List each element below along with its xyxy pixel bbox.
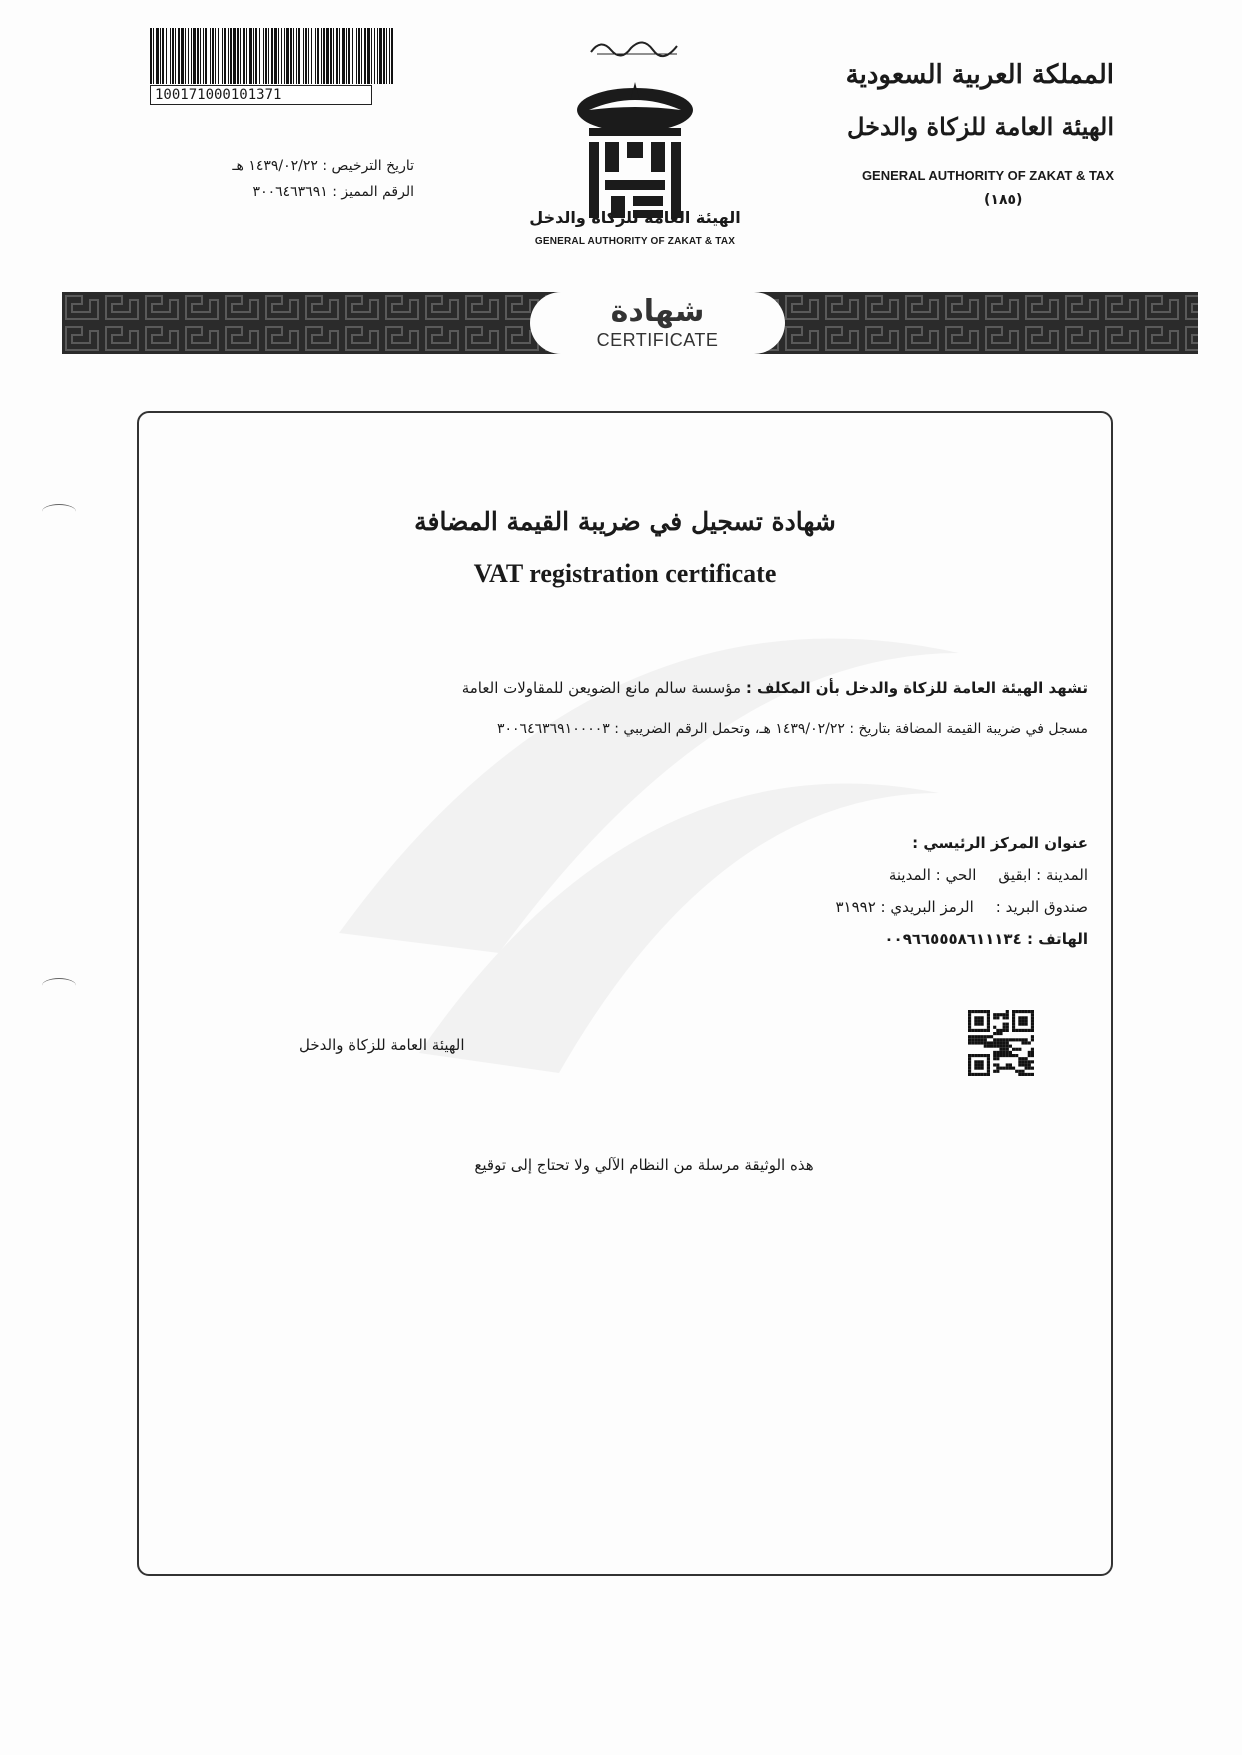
qr-module [1025, 1023, 1028, 1026]
qr-module [974, 1035, 977, 1038]
qr-module [1006, 1051, 1009, 1054]
qr-module [993, 1013, 996, 1016]
qr-module [1031, 1026, 1034, 1029]
qr-module [1003, 1038, 1006, 1041]
address-city-line [889, 866, 1088, 884]
qr-module [1028, 1054, 1031, 1057]
qr-module [968, 1063, 971, 1066]
qr-module [1006, 1010, 1009, 1013]
palm-emblem-icon [575, 76, 695, 224]
qr-module [1025, 1067, 1028, 1070]
qr-module [1021, 1057, 1024, 1060]
qr-module [984, 1035, 987, 1038]
qr-module [996, 1063, 999, 1066]
qr-module [1006, 1038, 1009, 1041]
qr-module [984, 1041, 987, 1044]
qr-module [981, 1060, 984, 1063]
qr-module [1003, 1013, 1006, 1016]
qr-module [971, 1041, 974, 1044]
qr-module [999, 1041, 1002, 1044]
qr-module [999, 1013, 1002, 1016]
qr-module [981, 1073, 984, 1076]
qr-module [984, 1029, 987, 1032]
banner-label [530, 292, 785, 354]
qr-module [999, 1054, 1002, 1057]
qr-module [968, 1073, 971, 1076]
qr-module [1003, 1048, 1006, 1051]
qr-module [987, 1070, 990, 1073]
qr-module [1018, 1010, 1021, 1013]
qr-module [990, 1035, 993, 1038]
qr-module [974, 1041, 977, 1044]
qr-module [987, 1045, 990, 1048]
qr-module [1006, 1048, 1009, 1051]
qr-module [999, 1032, 1002, 1035]
qr-module [1018, 1023, 1021, 1026]
qr-module [987, 1023, 990, 1026]
qr-module [1003, 1041, 1006, 1044]
qr-module [1009, 1067, 1012, 1070]
qr-module [1006, 1045, 1009, 1048]
qr-module [1025, 1073, 1028, 1076]
qr-module [974, 1023, 977, 1026]
qr-module [1018, 1073, 1021, 1076]
qr-module [981, 1035, 984, 1038]
qr-module [1003, 1045, 1006, 1048]
qr-module [996, 1032, 999, 1035]
qr-module [1021, 1023, 1024, 1026]
qr-module [981, 1019, 984, 1022]
qr-module [996, 1041, 999, 1044]
qr-code [968, 1010, 1034, 1076]
qr-module [1006, 1067, 1009, 1070]
qr-module [993, 1016, 996, 1019]
qr-module [974, 1019, 977, 1022]
qr-module [1031, 1051, 1034, 1054]
qr-module [1031, 1019, 1034, 1022]
qr-module [996, 1057, 999, 1060]
certificate-banner [62, 292, 1198, 354]
qr-module [977, 1038, 980, 1041]
qr-module [1015, 1029, 1018, 1032]
qr-module [1009, 1063, 1012, 1066]
qr-module [1031, 1010, 1034, 1013]
registration-line: مسجل في ضريبة القيمة المضافة بتاريخ : ١٤٣٩/٠٢/٢٢ هـ، وتحمل الرقم الضريبي : ٣٠٠٦٤٦٣٦٩١٠٠٠٠٣ [497, 721, 1088, 737]
qr-module [971, 1029, 974, 1032]
title-english: VAT registration certificate [473, 559, 777, 588]
qr-module [1003, 1016, 1006, 1019]
qr-module [974, 1067, 977, 1070]
qr-module [999, 1067, 1002, 1070]
qr-module [1025, 1019, 1028, 1022]
qr-module [993, 1063, 996, 1066]
authority-name-english: GENERAL AUTHORITY OF ZAKAT & TAX [861, 168, 1114, 183]
address-heading: عنوان المركز الرئيسي : [912, 834, 1088, 852]
qr-module [1018, 1016, 1021, 1019]
banner-label-arabic: شهادة [610, 294, 705, 329]
qr-module [981, 1067, 984, 1070]
qr-module [968, 1054, 971, 1057]
qr-module [968, 1067, 971, 1070]
qr-module [1021, 1063, 1024, 1066]
qr-module [1012, 1048, 1015, 1051]
qr-module [981, 1016, 984, 1019]
qr-module [1021, 1019, 1024, 1022]
qr-module [981, 1023, 984, 1026]
qr-module [968, 1023, 971, 1026]
qr-module [1012, 1038, 1015, 1041]
qr-module [1018, 1063, 1021, 1066]
qr-module [984, 1073, 987, 1076]
qr-module [981, 1038, 984, 1041]
qr-module [1006, 1054, 1009, 1057]
qr-module [1012, 1016, 1015, 1019]
qr-module [968, 1010, 971, 1013]
qr-module [1018, 1060, 1021, 1063]
authority-name-arabic: الهيئة العامة للزكاة والدخل [846, 112, 1114, 141]
qr-module [996, 1016, 999, 1019]
qr-module [981, 1010, 984, 1013]
qr-module [1025, 1016, 1028, 1019]
form-code: (١٨٥) [984, 192, 1023, 208]
qr-module [1028, 1041, 1031, 1044]
title-arabic: شهادة تسجيل في ضريبة القيمة المضافة [414, 507, 836, 536]
qr-module [993, 1026, 996, 1029]
qr-module [1006, 1029, 1009, 1032]
qr-module [987, 1010, 990, 1013]
qr-module [1025, 1038, 1028, 1041]
qr-module [999, 1045, 1002, 1048]
qr-module [1003, 1054, 1006, 1057]
qr-module [993, 1045, 996, 1048]
qr-module [968, 1029, 971, 1032]
qr-module [1003, 1029, 1006, 1032]
qr-module [1012, 1067, 1015, 1070]
qr-module [1031, 1035, 1034, 1038]
qr-module [1012, 1054, 1015, 1057]
qr-module [1015, 1038, 1018, 1041]
qr-module [987, 1041, 990, 1044]
qr-module [1025, 1060, 1028, 1063]
qr-module [977, 1016, 980, 1019]
qr-module [1006, 1013, 1009, 1016]
barcode-number: 100171000101371 [150, 85, 372, 105]
qr-module [974, 1060, 977, 1063]
qr-module [1006, 1016, 1009, 1019]
qr-module [1012, 1023, 1015, 1026]
qr-module [999, 1038, 1002, 1041]
qr-module [974, 1054, 977, 1057]
city: المدينة : ابقيق [998, 866, 1088, 884]
qr-module [987, 1060, 990, 1063]
qr-module [1028, 1051, 1031, 1054]
qr-module [993, 1038, 996, 1041]
qr-module [1031, 1013, 1034, 1016]
qr-module [1012, 1019, 1015, 1022]
qr-module [1018, 1048, 1021, 1051]
qr-module [987, 1067, 990, 1070]
postal-code: الرمز البريدي : ٣١٩٩٢ [835, 898, 974, 916]
qr-module [1009, 1038, 1012, 1041]
kingdom-name-arabic: المملكة العربية السعودية [845, 60, 1114, 90]
qr-module [968, 1070, 971, 1073]
qr-module [1018, 1019, 1021, 1022]
qr-module [974, 1063, 977, 1066]
qr-module [993, 1054, 996, 1057]
qr-module [981, 1054, 984, 1057]
qr-module [1025, 1057, 1028, 1060]
authority-signature: الهيئة العامة للزكاة والدخل [299, 1036, 465, 1054]
qr-module [1021, 1070, 1024, 1073]
qr-module [977, 1010, 980, 1013]
logo-name-arabic: الهيئة العامة للزكاة والدخل [529, 208, 741, 227]
qr-module [987, 1013, 990, 1016]
qr-module [984, 1045, 987, 1048]
qr-module [1006, 1026, 1009, 1029]
po-box: صندوق البريد : [995, 898, 1088, 916]
qr-module [987, 1029, 990, 1032]
bismillah-calligraphy [587, 34, 685, 58]
phone: الهاتف : ٠٠٩٦٦٥٥٥٨٦١١١٣٤ [884, 930, 1088, 948]
qr-module [1003, 1067, 1006, 1070]
qr-module [1012, 1010, 1015, 1013]
qr-module [1025, 1010, 1028, 1013]
qr-module [1031, 1060, 1034, 1063]
qr-module [1021, 1038, 1024, 1041]
qr-module [974, 1010, 977, 1013]
qr-module [968, 1060, 971, 1063]
qr-module [984, 1054, 987, 1057]
qr-module [1021, 1060, 1024, 1063]
qr-module [996, 1067, 999, 1070]
qr-module [1003, 1051, 1006, 1054]
qr-module [977, 1023, 980, 1026]
qr-module [999, 1051, 1002, 1054]
barcode-bars [150, 28, 397, 84]
banner-label-english: CERTIFICATE [596, 330, 719, 350]
qr-module [971, 1073, 974, 1076]
footer-note: هذه الوثيقة مرسلة من النظام الآلي ولا تحتاج إلى توقيع [474, 1156, 814, 1174]
qr-module [981, 1029, 984, 1032]
qr-module [1028, 1060, 1031, 1063]
qr-module [1028, 1010, 1031, 1013]
address-pobox-line [835, 898, 1088, 916]
qr-module [1015, 1054, 1018, 1057]
qr-module [1018, 1057, 1021, 1060]
qr-module [977, 1073, 980, 1076]
qr-module [977, 1041, 980, 1044]
qr-module [1012, 1026, 1015, 1029]
qr-module [1031, 1067, 1034, 1070]
qr-module [968, 1016, 971, 1019]
qr-module [1009, 1051, 1012, 1054]
taxpayer-line [462, 679, 1088, 697]
barcode-bar [393, 28, 396, 84]
qr-module [974, 1029, 977, 1032]
qr-module [977, 1067, 980, 1070]
qr-module [981, 1041, 984, 1044]
taxpayer-name: مؤسسة سالم مانع الضويعن للمقاولات العامة [461, 679, 742, 697]
certificate-body [137, 411, 1113, 1576]
qr-module [1003, 1023, 1006, 1026]
qr-module [1025, 1029, 1028, 1032]
qr-module [968, 1041, 971, 1044]
qr-module [987, 1057, 990, 1060]
district: الحي : المدينة [888, 866, 977, 884]
qr-module [1015, 1010, 1018, 1013]
qr-module [1018, 1070, 1021, 1073]
qr-module [977, 1019, 980, 1022]
qr-module [1031, 1038, 1034, 1041]
qr-module [1018, 1029, 1021, 1032]
qr-module [981, 1063, 984, 1066]
qr-module [968, 1057, 971, 1060]
qr-module [990, 1041, 993, 1044]
qr-module [999, 1048, 1002, 1051]
qr-module [993, 1070, 996, 1073]
qr-module [984, 1038, 987, 1041]
qr-module [1021, 1041, 1024, 1044]
qr-module [996, 1038, 999, 1041]
qr-module [996, 1045, 999, 1048]
qr-module [1006, 1023, 1009, 1026]
qr-module [999, 1029, 1002, 1032]
qr-module [971, 1035, 974, 1038]
qr-module [996, 1013, 999, 1016]
qr-module [1031, 1054, 1034, 1057]
watermark-logo [299, 533, 999, 1093]
qr-module [971, 1010, 974, 1013]
qr-module [1031, 1073, 1034, 1076]
qr-module [1021, 1016, 1024, 1019]
qr-module [1028, 1067, 1031, 1070]
qr-module [996, 1054, 999, 1057]
qr-module [968, 1038, 971, 1041]
qr-module [971, 1038, 974, 1041]
qr-module [1021, 1010, 1024, 1013]
qr-module [977, 1063, 980, 1066]
qr-module [1031, 1029, 1034, 1032]
qr-module [987, 1073, 990, 1076]
qr-module [1012, 1013, 1015, 1016]
qr-module [971, 1054, 974, 1057]
qr-module [1015, 1048, 1018, 1051]
zakat-logo [515, 28, 745, 256]
qr-module [977, 1029, 980, 1032]
qr-module [990, 1045, 993, 1048]
qr-module [1015, 1070, 1018, 1073]
distinct-number: الرقم المميز : ٣٠٠٦٤٦٣٦٩١ [252, 184, 414, 200]
barcode [150, 28, 397, 104]
qr-module [1009, 1045, 1012, 1048]
qr-module [1021, 1029, 1024, 1032]
qr-module [996, 1029, 999, 1032]
qr-module [1003, 1026, 1006, 1029]
qr-module [987, 1016, 990, 1019]
qr-module [987, 1035, 990, 1038]
qr-module [987, 1054, 990, 1057]
license-date: تاريخ الترخيص : ١٤٣٩/٠٢/٢٢ هـ [232, 158, 414, 174]
qr-module [987, 1063, 990, 1066]
qr-module [996, 1051, 999, 1054]
qr-module [1025, 1063, 1028, 1066]
qr-module [968, 1019, 971, 1022]
qr-module [968, 1026, 971, 1029]
qr-module [977, 1054, 980, 1057]
qr-module [987, 1019, 990, 1022]
qr-module [974, 1016, 977, 1019]
qr-module [993, 1057, 996, 1060]
qr-module [996, 1070, 999, 1073]
qr-module [1021, 1073, 1024, 1076]
qr-module [1028, 1073, 1031, 1076]
testify-label: تشهد الهيئة العامة للزكاة والدخل بأن المكلف : [745, 679, 1088, 697]
qr-module [974, 1073, 977, 1076]
qr-module [1012, 1029, 1015, 1032]
qr-module [968, 1013, 971, 1016]
qr-module [977, 1035, 980, 1038]
qr-module [977, 1060, 980, 1063]
qr-module [1031, 1016, 1034, 1019]
qr-module [1006, 1041, 1009, 1044]
qr-module [1009, 1054, 1012, 1057]
qr-module [1028, 1029, 1031, 1032]
qr-module [987, 1026, 990, 1029]
qr-module [974, 1038, 977, 1041]
punch-hole [42, 504, 76, 519]
qr-module [993, 1032, 996, 1035]
qr-module [984, 1010, 987, 1013]
qr-module [968, 1035, 971, 1038]
qr-module [1031, 1023, 1034, 1026]
qr-module [1028, 1063, 1031, 1066]
punch-hole [42, 978, 76, 993]
qr-module [993, 1041, 996, 1044]
qr-module [1031, 1048, 1034, 1051]
logo-name-english: GENERAL AUTHORITY OF ZAKAT & TAX [534, 236, 736, 247]
qr-module [1025, 1041, 1028, 1044]
qr-module [1018, 1038, 1021, 1041]
qr-module [993, 1051, 996, 1054]
qr-module [1006, 1063, 1009, 1066]
